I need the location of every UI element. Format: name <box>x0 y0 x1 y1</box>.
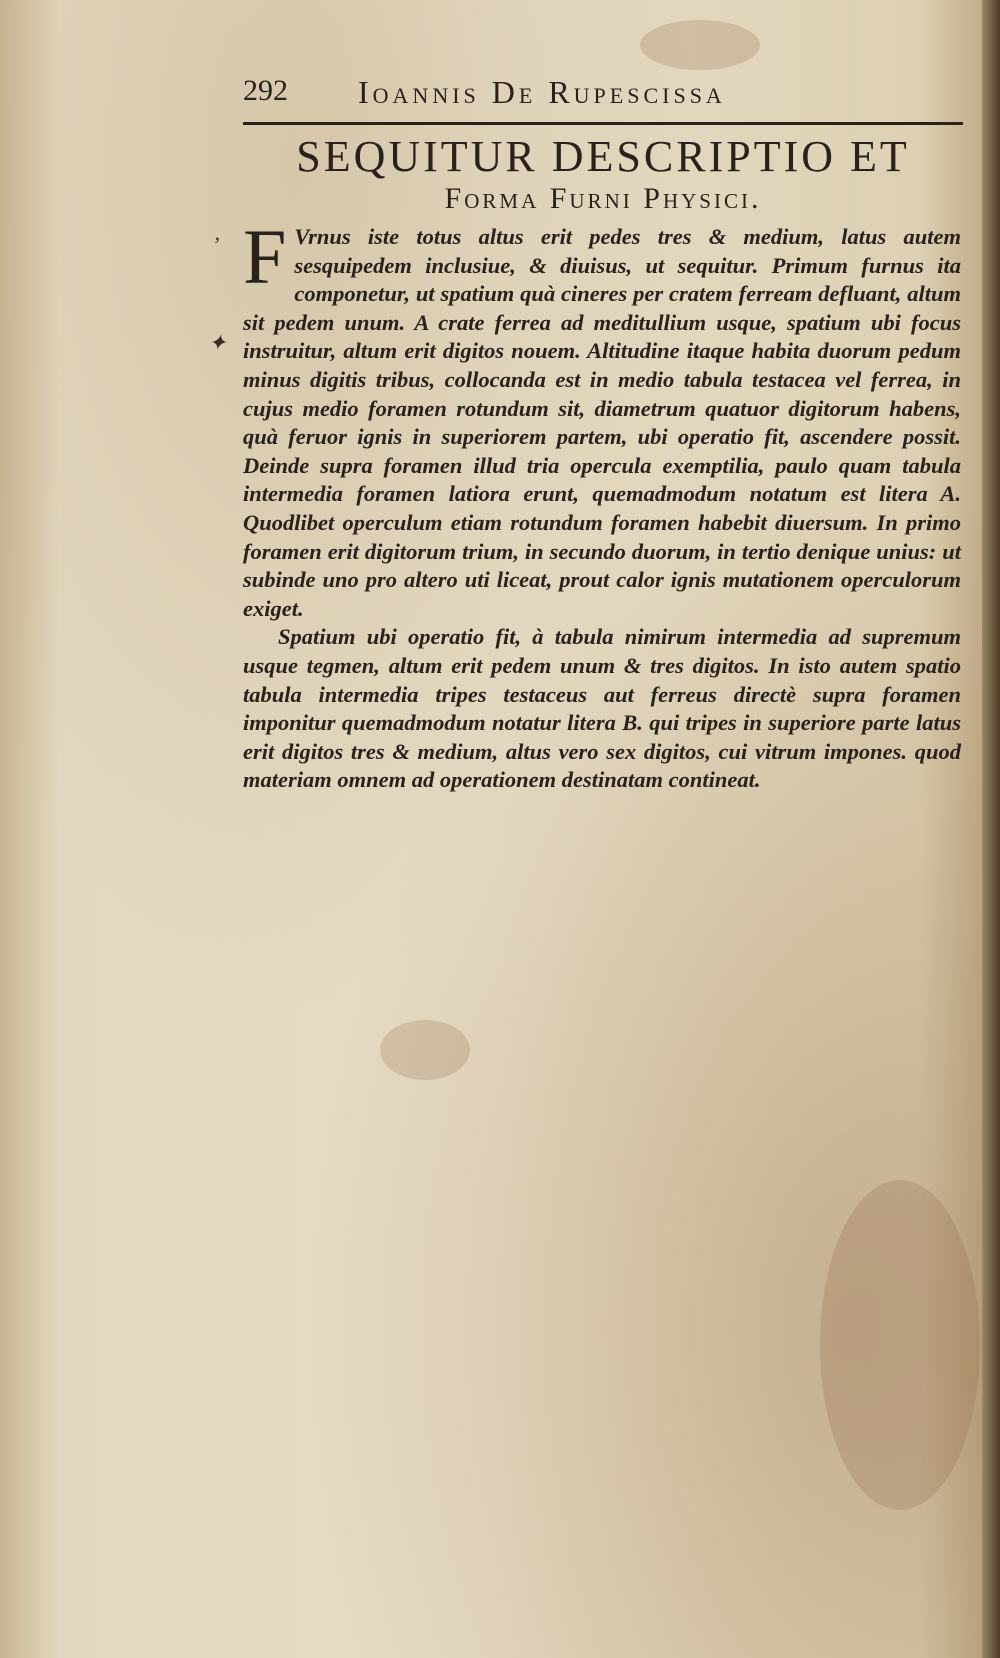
running-head <box>243 74 963 114</box>
section-subheading: Forma Furni Physici. <box>444 182 762 215</box>
paragraph-2: Spatium ubi operatio fit, à tabula nimirum intermedia ad supremum usque tegmen, altum erit pedem unum & tres digitos. In isto autem spatio tabula intermedia tripes testaceus aut ferreus directè supra foramen imponitur quemadmodum notatur litera B. qui tripes in superiore parte latus erit digitos tres & medium, altus vero sex digitos, cui vitrum impones. quod materiam omnem ad operationem destinatam contineat. <box>243 624 961 793</box>
paragraph-1 <box>243 213 961 623</box>
page-gutter <box>982 0 1000 1658</box>
foxing-stain <box>820 1180 980 1510</box>
body-text <box>243 213 961 795</box>
drop-cap: F <box>243 213 287 300</box>
paragraph-1-lead: Vrnus iste totus altus erit pedes tres & medium, latus autem sesquipedem inclusiue, & diuisus, ut sequitur. <box>294 224 961 278</box>
paragraph-1-text: Primum furnus ita componetur, ut spatium quà cineres per cratem ferream defluant, altum sit pedem unum. A crate ferrea ad meditullium usque, spatium ubi focus instruitur, altum erit digitos nouem. Altitudine itaque habita duorum pedum minus digitis tribus, collocanda est in medio tabula testacea vel ferrea, in cujus medio foramen rotundum sit, diametrum quatuor digitorum habens, quà feruor ignis in superiorem partem, ubi operatio fit, ascendere possit. Deinde supra foramen illud tria opercula exemptilia, paulo quam tabula intermedia foramen latiora erunt, quemadmodum notatum est litera A. Quodlibet operculum etiam rotundum foramen habebit diuersum. In primo foramen erit digitorum trium, in secundo duorum, in tertio denique unius: ut subinde uno pro altero uti liceat, prout calor ignis mutationem operculorum exiget. <box>243 252 961 621</box>
header-rule <box>243 122 963 125</box>
running-title: Ioannis De Rupescissa <box>358 74 726 110</box>
margin-mark: ✦ <box>208 330 227 355</box>
page-number: 292 <box>243 74 288 107</box>
margin-mark: ’ <box>212 232 220 257</box>
foxing-stain <box>640 20 760 70</box>
foxing-stain <box>380 1020 470 1080</box>
section-heading: SEQUITUR DESCRIPTIO ET <box>296 132 910 181</box>
